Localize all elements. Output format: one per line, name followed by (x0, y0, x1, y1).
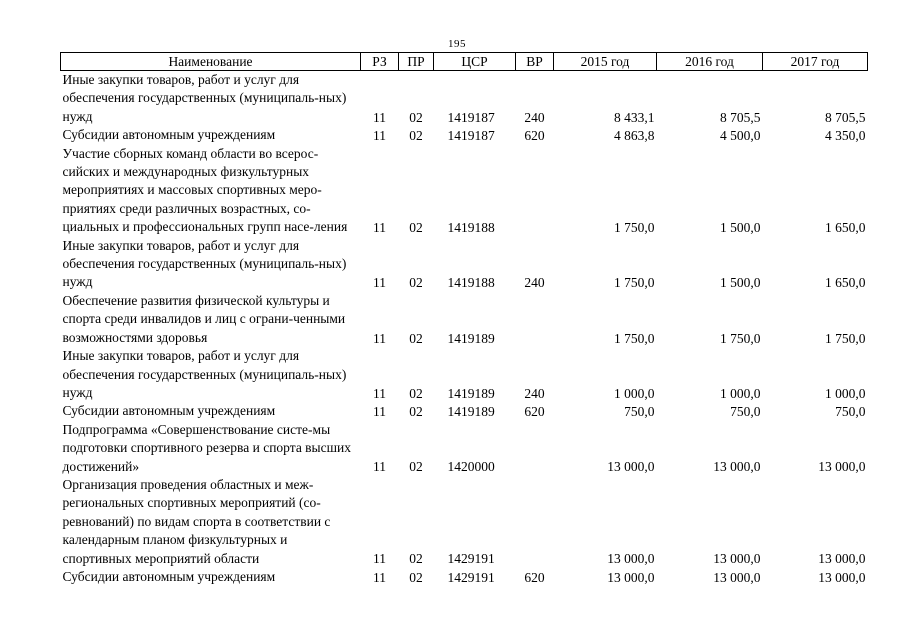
row-amount-2017: 1 750,0 (825, 330, 866, 346)
row-amount-2016: 750,0 (730, 404, 761, 420)
row-rz: 11 (373, 275, 386, 291)
row-amount-2016: 8 705,5 (720, 109, 761, 125)
row-amount-2017: 1 000,0 (825, 385, 866, 401)
row-pr: 02 (409, 404, 423, 420)
row-rz: 11 (373, 385, 386, 401)
row-amount-2015: 8 433,1 (614, 109, 655, 125)
row-name: Участие сборных команд области во всерос-сийских и международных физкультурных мероприятиях и массовых спортивных меро-приятиях среди различных возрастных, со-циальных и профессиональных групп насе-ления (62, 145, 348, 235)
table-row (61, 237, 868, 292)
row-amount-2017: 13 000,0 (818, 569, 866, 585)
row-pr: 02 (409, 385, 423, 401)
column-header-vr: ВР (516, 53, 554, 71)
row-rz: 11 (373, 109, 386, 125)
row-amount-2016: 13 000,0 (713, 551, 761, 567)
row-csr: 1419187 (447, 128, 495, 144)
table-row (61, 476, 868, 568)
row-amount-2015: 1 750,0 (614, 330, 655, 346)
row-amount-2017: 750,0 (835, 404, 866, 420)
row-pr: 02 (409, 569, 423, 585)
row-name: Субсидии автономным учреждениям (62, 568, 276, 584)
row-vr (516, 421, 554, 476)
row-pr: 02 (409, 220, 423, 236)
row-name: Субсидии автономным учреждениям (62, 403, 276, 419)
row-amount-2016: 13 000,0 (713, 459, 761, 475)
row-pr: 02 (409, 459, 423, 475)
row-amount-2016: 1 500,0 (720, 275, 761, 291)
row-pr: 02 (409, 109, 423, 125)
row-pr: 02 (409, 128, 423, 144)
column-header-rz: РЗ (361, 53, 399, 71)
row-amount-2015: 750,0 (624, 404, 655, 420)
row-amount-2017: 1 650,0 (825, 275, 866, 291)
row-name: Иные закупки товаров, работ и услуг для обеспечения государственных (муниципаль-ных) нужд (62, 72, 347, 124)
row-amount-2015: 13 000,0 (607, 569, 655, 585)
row-csr: 1429191 (447, 569, 495, 585)
budget-table (60, 52, 868, 586)
row-vr: 240 (524, 275, 545, 291)
row-vr: 240 (524, 385, 545, 401)
row-amount-2016: 4 500,0 (720, 128, 761, 144)
row-name: Подпрограмма «Совершенствование систе-мы подготовки спортивного резерва и спорта высших достижений» (62, 421, 351, 474)
row-amount-2017: 13 000,0 (818, 459, 866, 475)
row-csr: 1429191 (447, 551, 495, 567)
row-amount-2017: 13 000,0 (818, 551, 866, 567)
table-row (61, 292, 868, 347)
row-amount-2017: 1 650,0 (825, 220, 866, 236)
table-row (61, 568, 868, 586)
row-name: Иные закупки товаров, работ и услуг для обеспечения государственных (муниципаль-ных) нужд (62, 237, 347, 290)
row-csr: 1419189 (447, 330, 495, 346)
row-name: Субсидии автономным учреждениям (62, 127, 276, 143)
row-amount-2015: 13 000,0 (607, 459, 655, 475)
row-amount-2015: 1 750,0 (614, 220, 655, 236)
table-row (61, 402, 868, 420)
column-header-2016: 2016 год (657, 53, 763, 71)
column-header-pr: ПР (399, 53, 434, 71)
row-csr: 1419187 (447, 109, 495, 125)
row-name: Иные закупки товаров, работ и услуг для обеспечения государственных (муниципаль-ных) нужд (62, 348, 347, 400)
row-name: Обеспечение развития физической культуры и спорта среди инвалидов и лиц с ограни-ченными возможностями здоровья (62, 292, 346, 345)
row-amount-2016: 1 000,0 (720, 385, 761, 401)
row-amount-2017: 8 705,5 (825, 109, 866, 125)
row-vr (516, 145, 554, 237)
table-header-row (61, 53, 868, 71)
column-header-csr: ЦСР (434, 53, 516, 71)
row-rz: 11 (373, 459, 386, 475)
page-number: 195 (448, 38, 466, 50)
row-csr: 1420000 (447, 459, 495, 475)
table-row (61, 71, 868, 127)
column-header-2015: 2015 год (554, 53, 657, 71)
row-pr: 02 (409, 551, 423, 567)
row-vr: 620 (524, 404, 545, 420)
row-rz: 11 (373, 330, 386, 346)
row-amount-2017: 4 350,0 (825, 128, 866, 144)
row-rz: 11 (373, 569, 386, 585)
row-name: Организация проведения областных и меж-региональных спортивных мероприятий (со-ревнований) по видам спорта в соответствии с календарным планом физкультурных и спортивных мероприятий области (62, 476, 331, 566)
table-row (61, 145, 868, 237)
row-amount-2015: 4 863,8 (614, 128, 655, 144)
row-amount-2016: 13 000,0 (713, 569, 761, 585)
row-vr: 620 (524, 569, 545, 585)
table-row (61, 347, 868, 402)
row-amount-2015: 1 000,0 (614, 385, 655, 401)
row-rz: 11 (373, 220, 386, 236)
row-rz: 11 (373, 404, 386, 420)
row-pr: 02 (409, 275, 423, 291)
row-amount-2016: 1 500,0 (720, 220, 761, 236)
column-header-2017: 2017 год (763, 53, 868, 71)
row-csr: 1419189 (447, 404, 495, 420)
row-vr (516, 476, 554, 568)
column-header-name: Наименование (61, 53, 361, 71)
row-amount-2015: 13 000,0 (607, 551, 655, 567)
row-csr: 1419188 (447, 275, 495, 291)
row-vr (516, 292, 554, 347)
row-vr: 240 (524, 109, 545, 125)
row-amount-2015: 1 750,0 (614, 275, 655, 291)
table-row (61, 421, 868, 476)
row-rz: 11 (373, 128, 386, 144)
row-rz: 11 (373, 551, 386, 567)
row-pr: 02 (409, 330, 423, 346)
table-row (61, 126, 868, 144)
row-amount-2016: 1 750,0 (720, 330, 761, 346)
row-csr: 1419189 (447, 385, 495, 401)
row-vr: 620 (524, 128, 545, 144)
row-csr: 1419188 (447, 220, 495, 236)
